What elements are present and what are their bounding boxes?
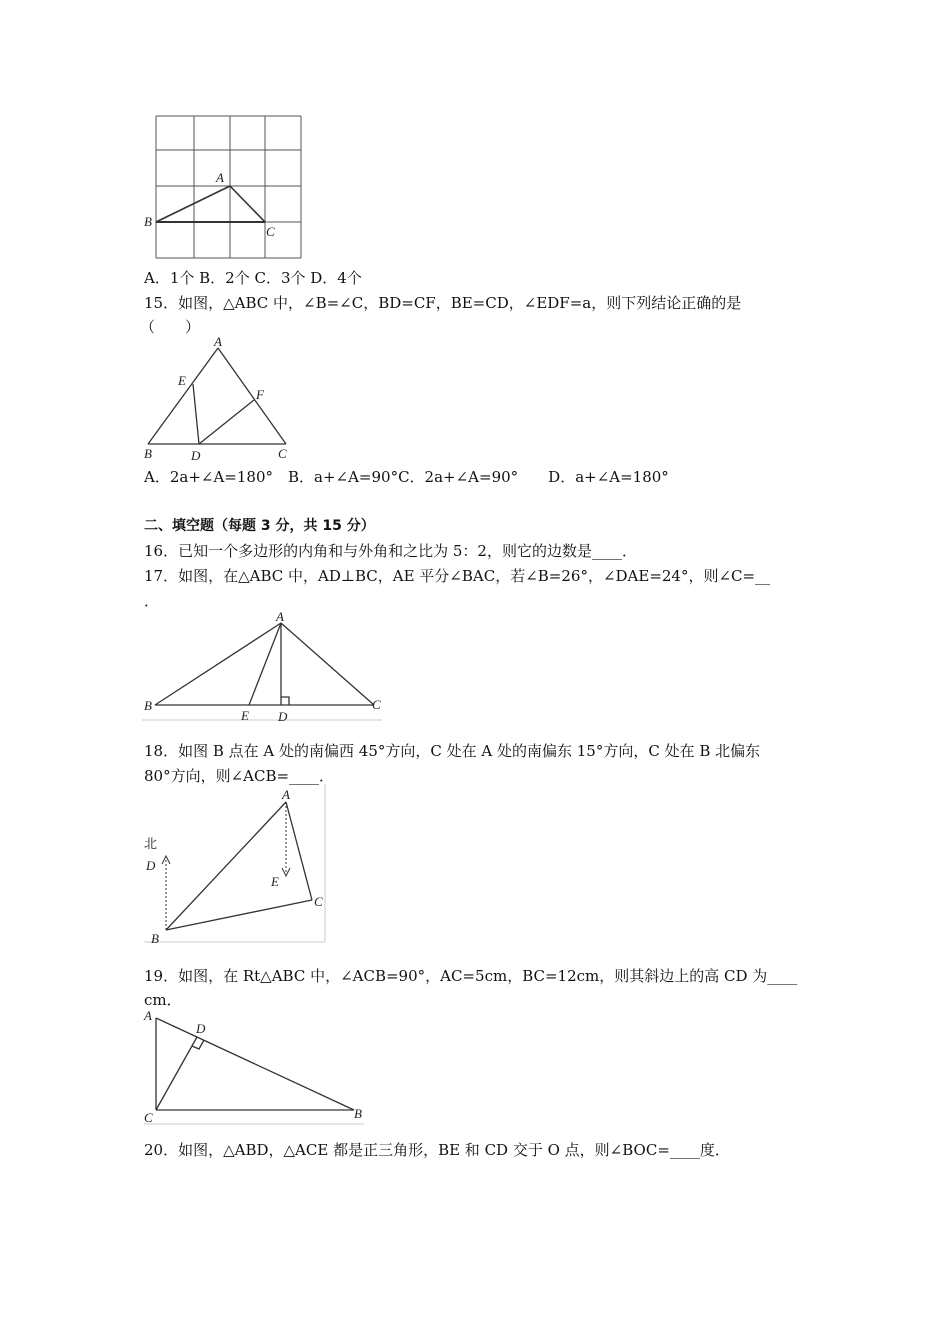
section-title: 二、填空题（每题 3 分，共 15 分） (144, 518, 375, 534)
q15-triangle-figure (142, 336, 292, 464)
q19-stem-line1: 19．如图，在 Rt△ABC 中，∠ACB=90°，AC=5cm，BC=12cm，则其斜边上的高 CD 为____ (144, 967, 798, 985)
q18-stem-line1: 18．如图 B 点在 A 处的南偏西 45°方向，C 处在 A 处的南偏东 15°方向，C 处在 B 北偏东 (144, 742, 761, 760)
triangle-abc (156, 186, 265, 222)
label-d: D (278, 709, 288, 724)
label-d: D (196, 1021, 206, 1036)
label-e: E (178, 373, 186, 388)
label-e: E (241, 708, 249, 723)
q15-paren: （ ） (140, 318, 201, 336)
q17-stem: 17．如图，在△ABC 中，AD⊥BC，AE 平分∠BAC，若∠B=26°，∠DAE=24°，则∠C=__ (144, 567, 771, 585)
label-c: C (266, 224, 275, 239)
q16-stem: 16．已知一个多边形的内角和与外角和之比为 5：2，则它的边数是____． (144, 542, 637, 560)
label-a: A (276, 609, 284, 624)
q14-grid-figure (142, 112, 307, 262)
label-c: C (278, 446, 287, 461)
label-north: 北 (144, 837, 158, 852)
q17-triangle-figure (142, 608, 387, 726)
label-d: D (191, 448, 201, 463)
q20-stem: 20．如图，△ABD，△ACE 都是正三角形，BE 和 CD 交于 O 点，则∠BOC=____度． (144, 1141, 730, 1159)
label-c: C (314, 894, 323, 909)
label-d: D (146, 858, 156, 873)
q15-stem: 15．如图，△ABC 中，∠B=∠C，BD=CF，BE=CD，∠EDF=a，则下列结论正确的是 (144, 294, 742, 312)
q19-right-triangle-figure (142, 1008, 372, 1128)
label-f: F (256, 387, 264, 402)
q17-tail: ． (144, 592, 160, 610)
label-a: A (144, 1008, 152, 1023)
q18-direction-figure (142, 784, 332, 946)
label-a: A (214, 336, 222, 349)
label-b: B (144, 214, 152, 229)
q19-stem-line2: cm． (144, 991, 182, 1009)
label-a: A (282, 787, 290, 802)
label-a: A (216, 170, 224, 185)
label-c: C (372, 697, 381, 712)
q18-stem-line2: 80°方向，则∠ACB=____． (144, 767, 335, 785)
label-b: B (354, 1106, 362, 1121)
q14-options: A．1个 B．2个 C．3个 D．4个 (144, 269, 362, 287)
label-c: C (144, 1110, 153, 1125)
label-b: B (151, 931, 159, 946)
label-b: B (144, 698, 152, 713)
label-b: B (144, 446, 152, 461)
label-e: E (271, 874, 279, 889)
q15-options: A．2a+∠A=180° B．a+∠A=90°C．2a+∠A=90° D．a+∠A=180° (144, 468, 669, 486)
